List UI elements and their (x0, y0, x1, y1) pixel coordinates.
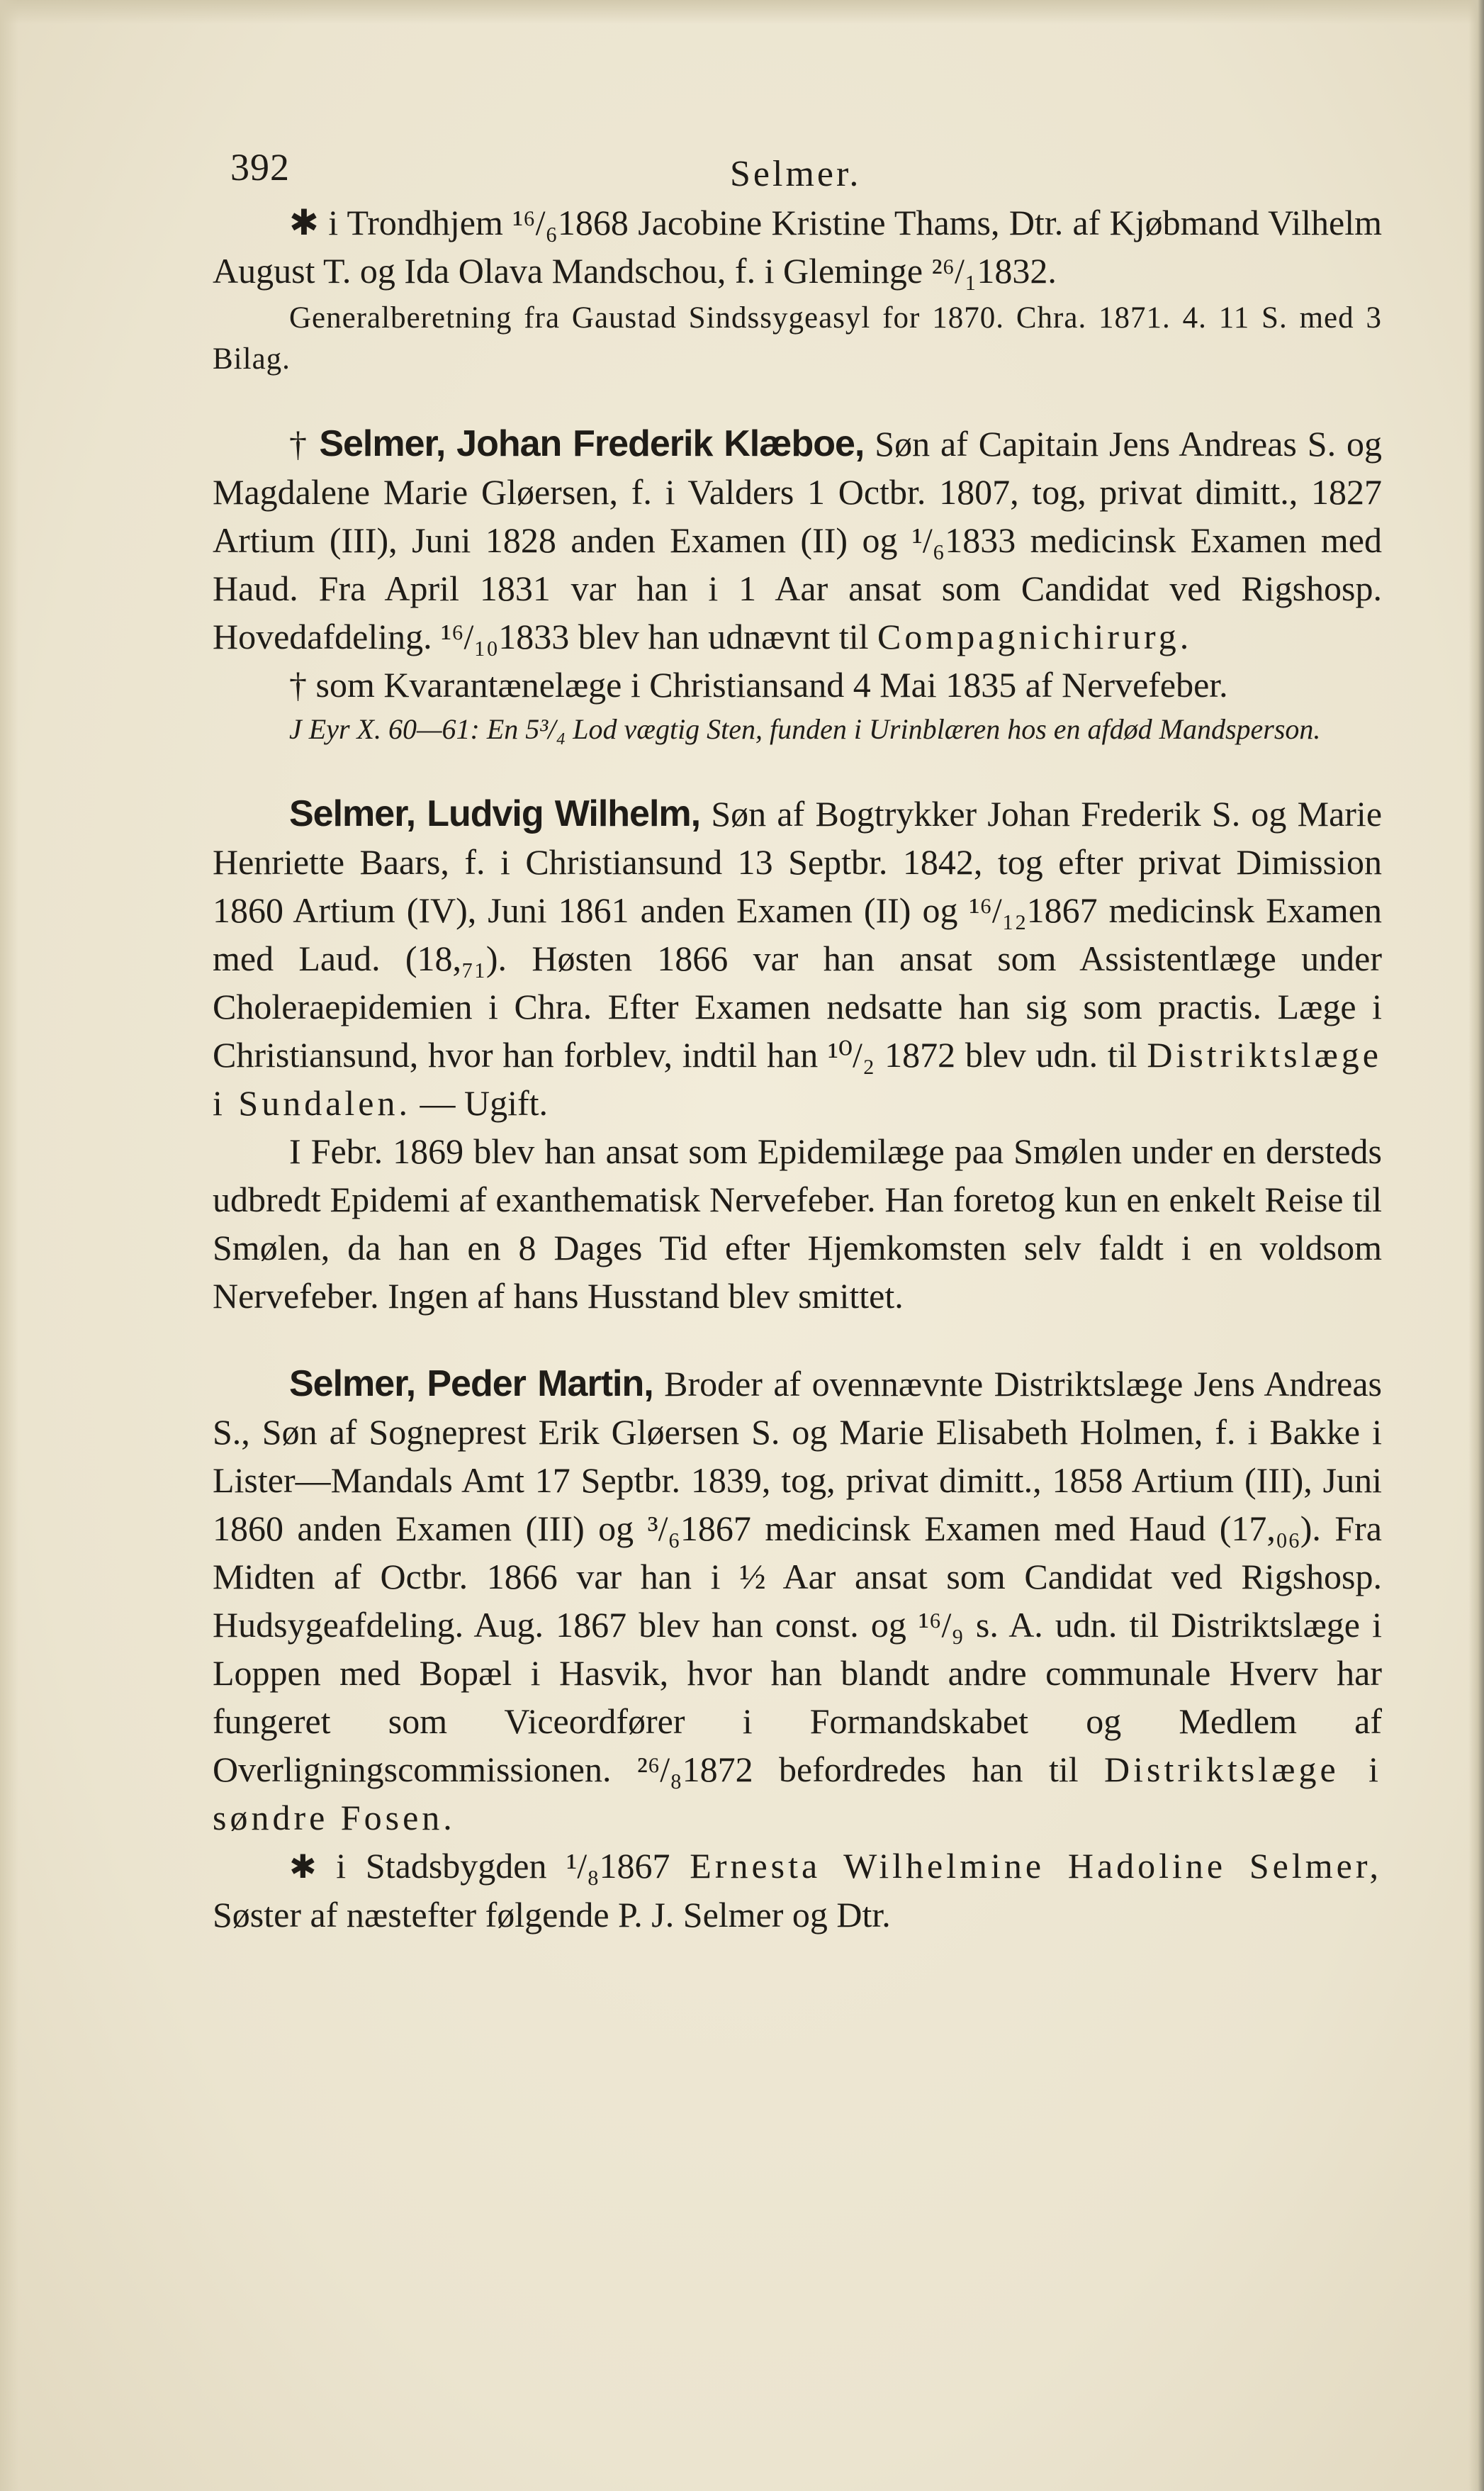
entry-body: Søn af Capitain Jens Andreas S. og Magdalene Marie Gløersen, f. i Valders 1 Octbr. 1807, tog, privat dimitt., 1827 Artium (III), Juni 1828 anden Examen (II) og ¹/₆1833 medicinsk Examen med Haud. Fra April 1831 var han i 1 Aar ansat som Candidat ved Rigshosp. Hovedafdeling. ¹⁶/₁₀1833 blev han udnævnt til (213, 424, 1382, 656)
entry-body: Broder af ovennævnte Distriktslæge Jens Andreas S., Søn af Sogneprest Erik Gløersen S. og Marie Elisabeth Holmen, f. i Bakke i Lister—Mandals Amt 17 Septbr. 1839, tog, privat dimitt., 1858 Artium (III), Juni 1860 anden Examen (III) og ³/₆1867 medicinsk Examen med Haud (17,₀₆). Fra Midten af Octbr. 1866 var han i ½ Aar ansat som Candidat ved Rigshosp. Hudsygeafdeling. Aug. 1867 blev han const. og ¹⁶/₉ s. A. udn. til Distriktslæge i Loppen med Bopæl i Hasvik, hvor han blandt andre communale Hverv har fungeret som Viceordfører i Formandskabet og Medlem af Overligningscommissionen. ²⁶/₈1872 befordredes han til (213, 1364, 1383, 1789)
entry-name: Selmer, Johan Frederik Klæboe, (319, 423, 865, 464)
page-edge-top (0, 0, 1484, 24)
page-header (213, 135, 1382, 198)
page-number: 392 (230, 146, 290, 189)
page-edge-left (0, 0, 18, 2491)
entry-name: Selmer, Peder Martin, (289, 1363, 653, 1404)
entry-paragraph (213, 1360, 1382, 1842)
marriage-spouse: Ernesta Wilhelmine Hadoline Selmer, (690, 1846, 1382, 1886)
entry-continuation (213, 198, 1382, 380)
entry-death: † som Kvarantænelæge i Christiansand 4 Mai 1835 af Nervefeber. (289, 665, 1228, 705)
running-title: Selmer. (730, 154, 862, 194)
entry-name: Selmer, Ludvig Wilhelm, (289, 793, 701, 834)
marriage-text-b: Søster af næstefter følgende P. J. Selmer og Dtr. (213, 1895, 891, 1935)
entry-marriage (213, 1842, 1382, 1939)
entry-peder-martin (213, 1360, 1382, 1939)
marriage-text-a: i Stadsbygden ¹/₈1867 (336, 1846, 670, 1886)
entry-position: Compagnichirurg. (877, 617, 1193, 656)
entry-ludvig-wilhelm (213, 790, 1382, 1320)
star-symbol: ✱ (289, 1847, 317, 1886)
dagger-symbol: † (289, 424, 309, 464)
page-content (213, 135, 1382, 1939)
page-edge-right (1468, 0, 1484, 2491)
entry-paragraph-2: I Febr. 1869 blev han ansat som Epidemilæge paa Smølen under en dersteds udbredt Epidemi af exanthematisk Nervefeber. Han foretog kun en enkelt Reise til Smølen, da han en 8 Dages Tid efter Hjemkomsten selv faldt i en voldsom Nervefeber. Ingen af hans Husstand blev smittet. (213, 1131, 1382, 1316)
entry-tail: — Ugift. (420, 1083, 549, 1123)
marriage-line: ✱ i Trondhjem ¹⁶/₆1868 Jacobine Kristine Thams, Dtr. af Kjøbmand Vilhelm August T. og Ida Olava Mandschou, f. i Gleminge ²⁶/₁1832. (213, 203, 1382, 291)
entry-position: Distriktslæge i Sundalen. (213, 1035, 1383, 1123)
entry-johan-frederik (213, 420, 1382, 750)
entry-paragraph (213, 420, 1382, 661)
bibliography-line: Generalberetning fra Gaustad Sindssygeasyl for 1870. Chra. 1871. 4. 11 S. med 3 Bilag. (213, 301, 1382, 376)
entry-paragraph (213, 790, 1382, 1127)
entry-note: J Eyr X. 60—61: En 5³/₄ Lod vægtig Sten, funden i Urinblæren hos en afdød Mandsperson. (289, 713, 1321, 745)
entry-position: Distriktslæge i søndre Fosen. (213, 1750, 1382, 1837)
entry-body: Søn af Bogtrykker Johan Frederik S. og Marie Henriette Baars, f. i Christiansund 13 Septbr. 1842, tog efter privat Dimission 1860 Artium (IV), Juni 1861 anden Examen (II) og ¹⁶/₁₂1867 medicinsk Examen med Laud. (18,₇₁). Høsten 1866 var han ansat som Assistentlæge under Choleraepidemien i Chra. Efter Examen nedsatte han sig som practis. Læge i Christiansund, hvor han forblev, indtil han ¹⁰/₂ 1872 blev udn. til (213, 794, 1383, 1075)
